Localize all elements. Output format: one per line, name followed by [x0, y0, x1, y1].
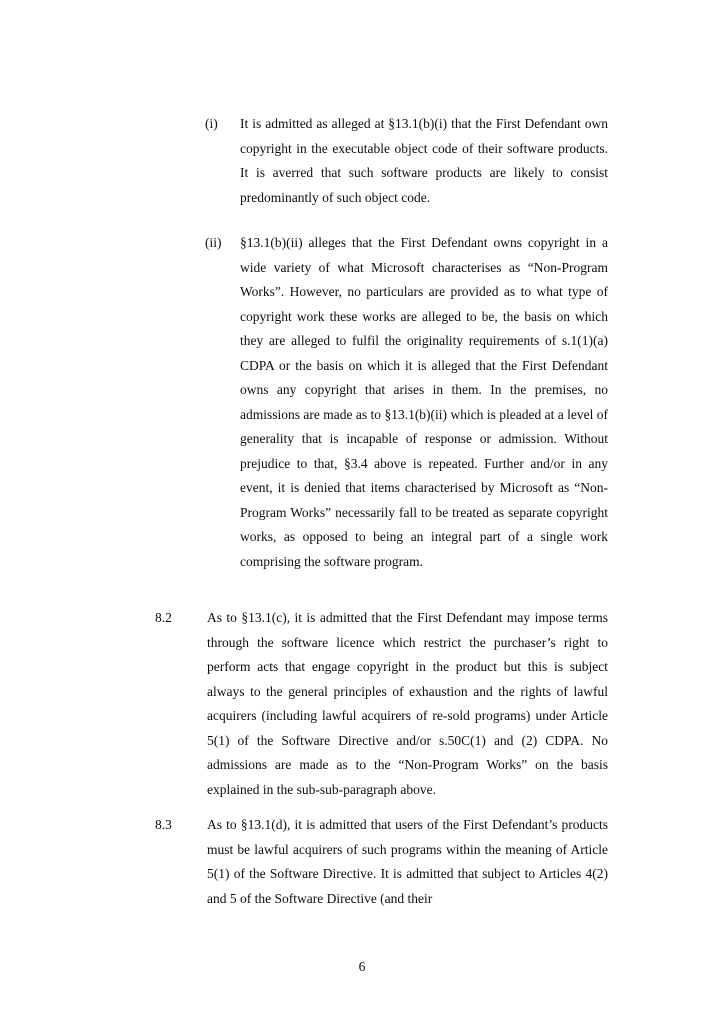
sub-paragraph-marker: (i): [205, 116, 218, 131]
paragraph-number: 8.3: [155, 817, 172, 832]
paragraph-8-3: [155, 813, 608, 911]
paragraph-8-2: [155, 606, 608, 802]
sub-paragraph-text: §13.1(b)(ii) alleges that the First Defendant owns copyright in a wide variety of what Microsoft characterises as “Non-Program Works”. However, no particulars are provided as to what type of copyright work these works are alleged to be, the basis on which they are alleged to fulfil the originality requirements of s.1(1)(a) CDPA or the basis on which it is alleged that the First Defendant owns any copyright that arises in them. In the premises, no admissions are made as to §13.1(b)(ii) which is pleaded at a level of generality that is incapable of response or admission. Without prejudice to that, §3.4 above is repeated. Further and/or in any event, it is denied that items characterised by Microsoft as “Non-Program Works” necessarily fall to be treated as separate copyright works, as opposed to being an integral part of a single work comprising the software program.: [240, 235, 608, 569]
sub-paragraph-marker: (ii): [205, 235, 222, 250]
paragraph-number: 8.2: [155, 610, 172, 625]
sub-paragraph-text: It is admitted as alleged at §13.1(b)(i) that the First Defendant own copyright in the executable object code of their software products. It is averred that such software products are likely to consist predominantly of such object code.: [240, 116, 608, 205]
paragraph-text: As to §13.1(c), it is admitted that the First Defendant may impose terms through the software licence which restrict the purchaser’s right to perform acts that engage copyright in the product but this is subject always to the general principles of exhaustion and the rights of lawful acquirers (including lawful acquirers of re-sold programs) under Article 5(1) of the Software Directive and/or s.50C(1) and (2) CDPA. No admissions are made as to the “Non-Program Works” on the basis explained in the sub-sub-paragraph above.: [207, 610, 608, 797]
sub-paragraph-ii: [205, 231, 608, 574]
page-number: 6: [358, 959, 366, 974]
sub-paragraph-i: [205, 112, 608, 210]
paragraph-text: As to §13.1(d), it is admitted that users of the First Defendant’s products must be lawful acquirers of such programs within the meaning of Article 5(1) of the Software Directive. It is admitted that subject to Articles 4(2) and 5 of the Software Directive (and their: [207, 817, 608, 906]
